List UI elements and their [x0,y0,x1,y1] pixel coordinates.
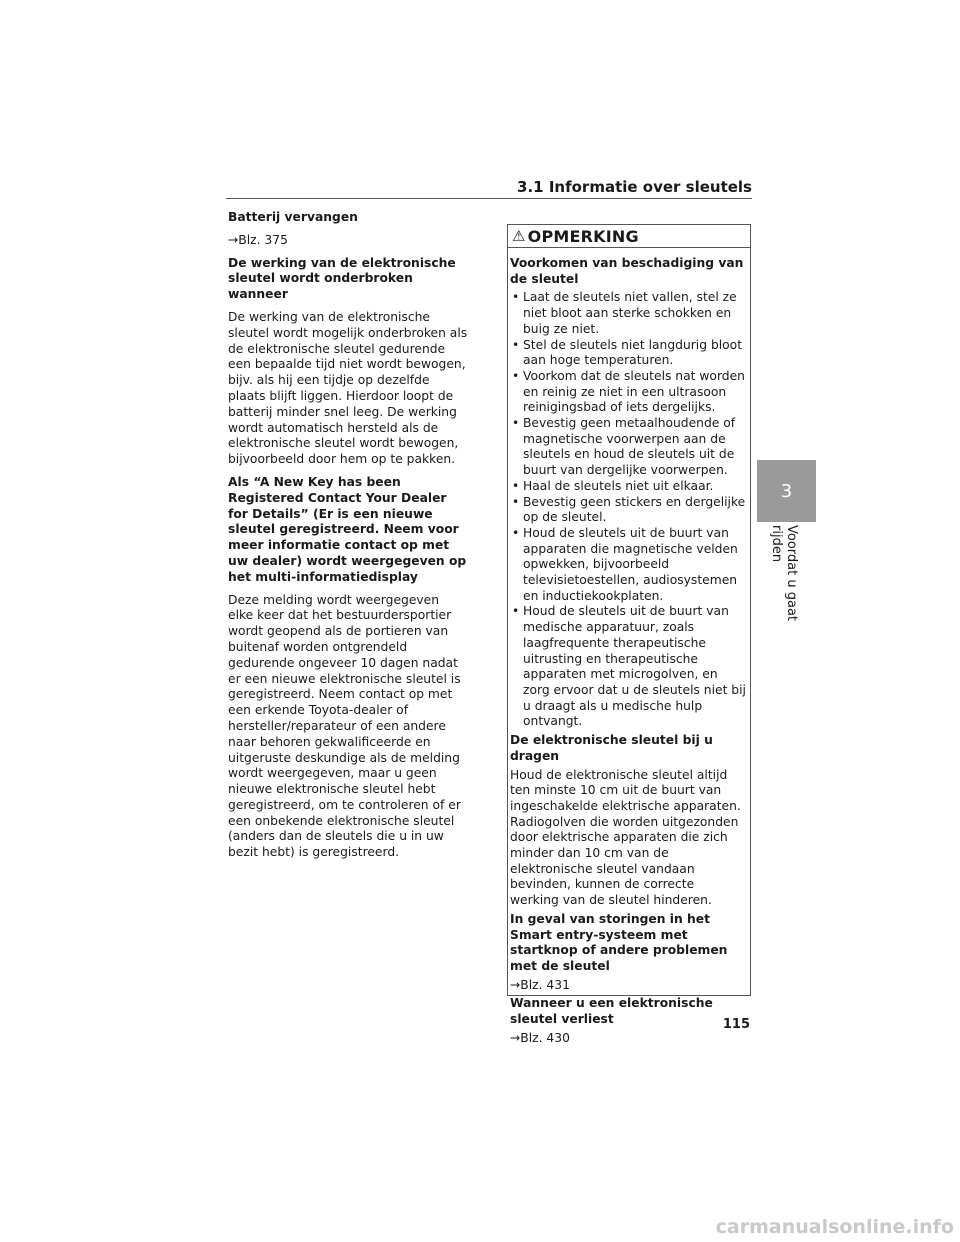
list-item: • Laat de sleutels niet vallen, stel ze niet bloot aan sterke schokken en buig ze niet. [510,290,746,337]
page-number: 115 [722,1017,750,1032]
list-item: • Houd de sleutels uit de buurt van apparaten die magnetische velden opwekken, bijvoorbeeld televisietoestellen, audiosystemen en inductiekookplaten. [510,526,746,605]
heading-new-key: Als “A New Key has been Registered Contact Your Dealer for Details” (Er is een nieuwe sleutel geregistreerd. Neem voor meer informatie contact op met uw dealer) wordt weergegeven op het multi-informatiedisplay [228,474,467,584]
notice-header [508,225,750,248]
heading-interruption: De werking van de elektronische sleutel wordt onderbroken wanneer [228,255,456,302]
notice-heading-lost: Wanneer u een elektronische sleutel verliest [510,996,713,1027]
left-column [228,210,468,868]
notice-body [508,248,750,1046]
paragraph-interruption: De werking van de elektronische sleutel wordt mogelijk onderbroken als de elektronische sleutel gedurende een bepaalde tijd niet wordt bewogen, bijv. als hij een tijdje op dezelfde plaats blijft liggen. Hierdoor loopt de batterij minder snel leeg. De werking wordt automatisch hersteld als de elektronische sleutel wordt bewogen, bijvoorbeeld door hem op te pakken. [228,309,468,467]
list-item: • Stel de sleutels niet langdurig bloot aan hoge temperaturen. [510,338,746,369]
chapter-tab: 3 [757,460,816,522]
notice-title: OPMERKING [527,226,639,246]
notice-list [510,290,746,730]
notice-heading-damage: Voorkomen van beschadiging van de sleutel [510,256,744,286]
warning-icon: ⚠ [512,226,526,245]
heading-battery: Batterij vervangen [228,210,358,224]
chapter-label: Voordat u gaat rijden [769,525,799,622]
list-item: • Voorkom dat de sleutels nat worden en reinig ze niet in een ultrasoon reinigingsbad of iets dergelijks. [510,369,746,416]
paragraph-new-key: Deze melding wordt weergegeven elke keer dat het bestuurdersportier wordt geopend als de portieren van buitenaf worden ontgrendeld gedurende ongeveer 10 dagen nadat er een nieuwe elektronische sleutel is geregistreerd. Neem contact op met een erkende Toyota-dealer of hersteller/reparateur of een andere naar behoren gekwalificeerde en uitgeruste deskundige als de melding wordt weergegeven, maar u geen nieuwe elektronische sleutel hebt geregistreerd, om te controleren of er een onbekende elektronische sleutel (anders dan de sleutels die u in uw bezit hebt) is geregistreerd. [228,592,461,860]
header-rule [226,198,752,199]
list-item: • Haal de sleutels niet uit elkaar. [510,479,746,495]
list-item: • Houd de sleutels uit de buurt van medische apparatuur, zoals laagfrequente therapeutische uitrusting en therapeutische apparaten met microgolven, en zorg ervoor dat u de sleutels niet bij u draagt als u medische hulp ontvangt. [510,604,746,730]
section-header: 3.1 Informatie over sleutels [517,178,752,196]
notice-heading-carry: De elektronische sleutel bij u dragen [510,733,713,763]
list-item: • Bevestig geen metaalhoudende of magnetische voorwerpen aan de sleutels en houd de sleutels uit de buurt van dergelijke voorwerpen. [510,416,746,479]
notice-reference-malfunction: →Blz. 431 [510,977,570,992]
list-item: • Bevestig geen stickers en dergelijke op de sleutel. [510,495,746,526]
notice-heading-malfunction: In geval van storingen in het Smart entry-systeem met startknop of andere problemen met de sleutel [510,911,728,973]
page-reference: →Blz. 375 [228,232,288,247]
watermark: carmanualsonline.info [715,1216,954,1238]
notice-paragraph-carry: Houd de elektronische sleutel altijd ten minste 10 cm uit de buurt van ingeschakelde elektrische apparaten. Radiogolven die worden uitgezonden door elektrische apparaten die zich minder dan 10 cm van de elektronische sleutel vandaan bevinden, kunnen de correcte werking van de sleutel hinderen. [510,767,741,908]
notice-reference-lost: →Blz. 430 [510,1030,570,1045]
